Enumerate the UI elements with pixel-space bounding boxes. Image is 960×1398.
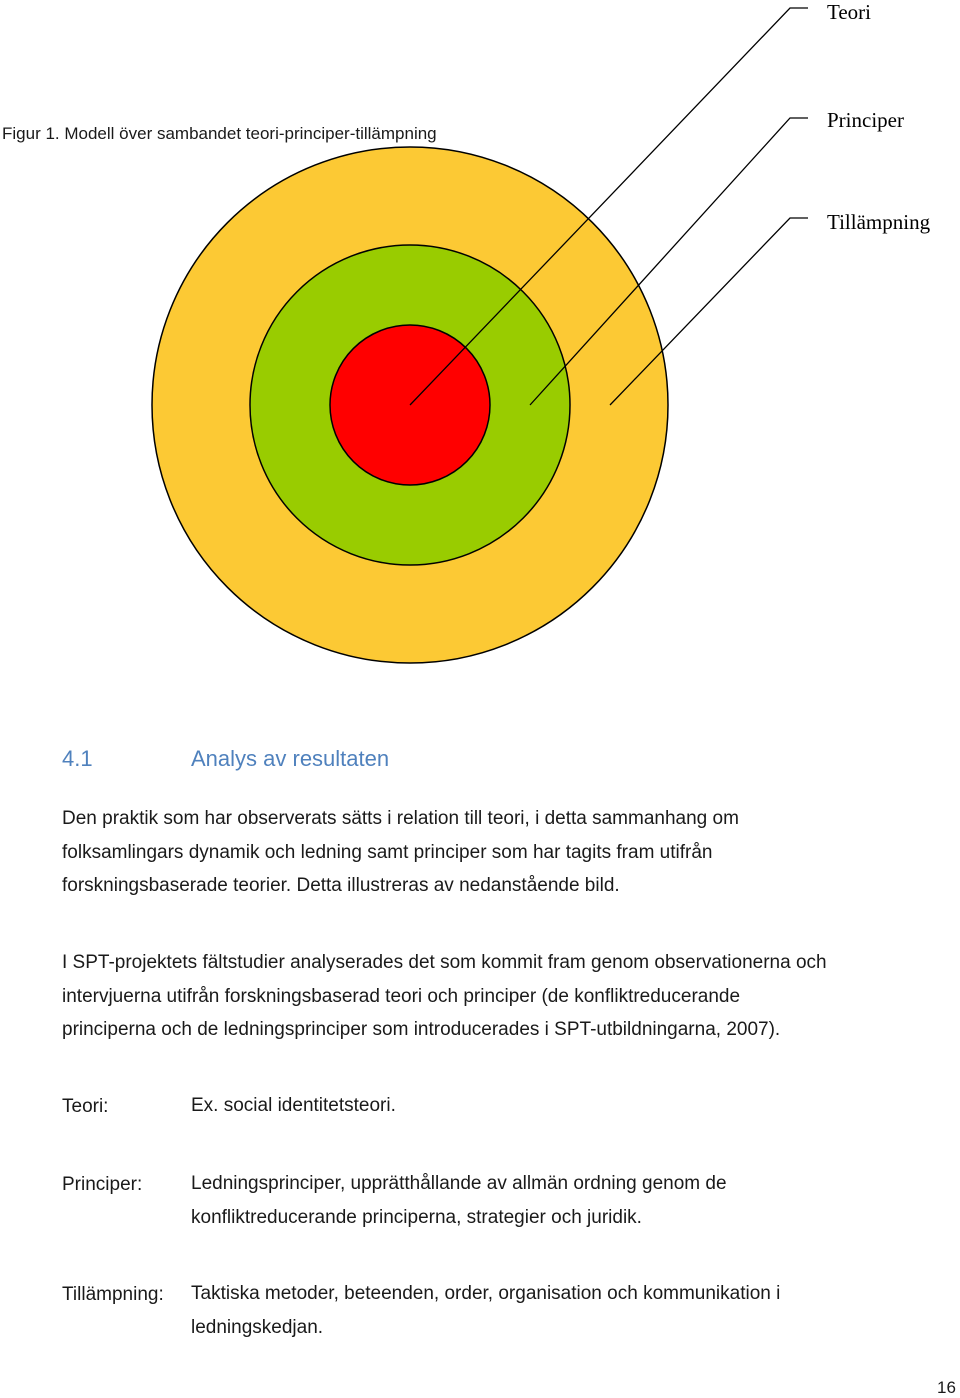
- paragraph-1: [62, 802, 739, 903]
- definition-line: ledningskedjan.: [191, 1316, 324, 1338]
- paragraph-2: [62, 946, 827, 1047]
- paragraph-line: forskningsbaserade teorier. Detta illustreras av nedanstående bild.: [62, 875, 620, 896]
- section-number: 4.1: [62, 746, 93, 771]
- definition-line: Ex. social identitetsteori.: [191, 1095, 396, 1116]
- definition-line: Ledningsprinciper, upprätthållande av allmän ordning genom de: [191, 1173, 727, 1194]
- section-title: Analys av resultaten: [191, 746, 390, 771]
- paragraph-line: Den praktik som har observerats sätts i relation till teori, i detta sammanhang om: [62, 808, 739, 829]
- paragraph-line: folksamlingars dynamik och ledning samt principer som har tagits fram utifrån: [62, 841, 713, 863]
- definition-term-principer: Principer:: [62, 1174, 143, 1195]
- definition-line: konfliktreducerande principerna, strategier och juridik.: [191, 1206, 642, 1228]
- paragraph-line: I SPT-projektets fältstudier analyserades det som kommit fram genom observationerna och: [62, 952, 827, 973]
- label-principer: Principer: [827, 108, 904, 132]
- label-teori: Teori: [827, 0, 872, 24]
- definition-term-tillampning: Tillämpning:: [62, 1284, 164, 1305]
- definition-desc-teori: [191, 1089, 396, 1123]
- definition-term-teori: Teori:: [62, 1096, 109, 1117]
- label-tillampning: Tillämpning: [827, 210, 931, 234]
- definition-desc-tillampning: [191, 1277, 780, 1344]
- figure-caption: Figur 1. Modell över sambandet teori-principer-tillämpning: [2, 124, 437, 143]
- definition-desc-principer: [191, 1167, 727, 1234]
- definition-line: Taktiska metoder, beteenden, order, organisation och kommunikation i: [191, 1283, 781, 1304]
- paragraph-line: intervjuerna utifrån forskningsbaserad teori och principer (de konfliktreducerande: [62, 985, 741, 1007]
- paragraph-line: principerna och de ledningsprinciper som introducerades i SPT-utbildningarna, 2007).: [62, 1019, 781, 1040]
- page-number: 16: [937, 1378, 956, 1397]
